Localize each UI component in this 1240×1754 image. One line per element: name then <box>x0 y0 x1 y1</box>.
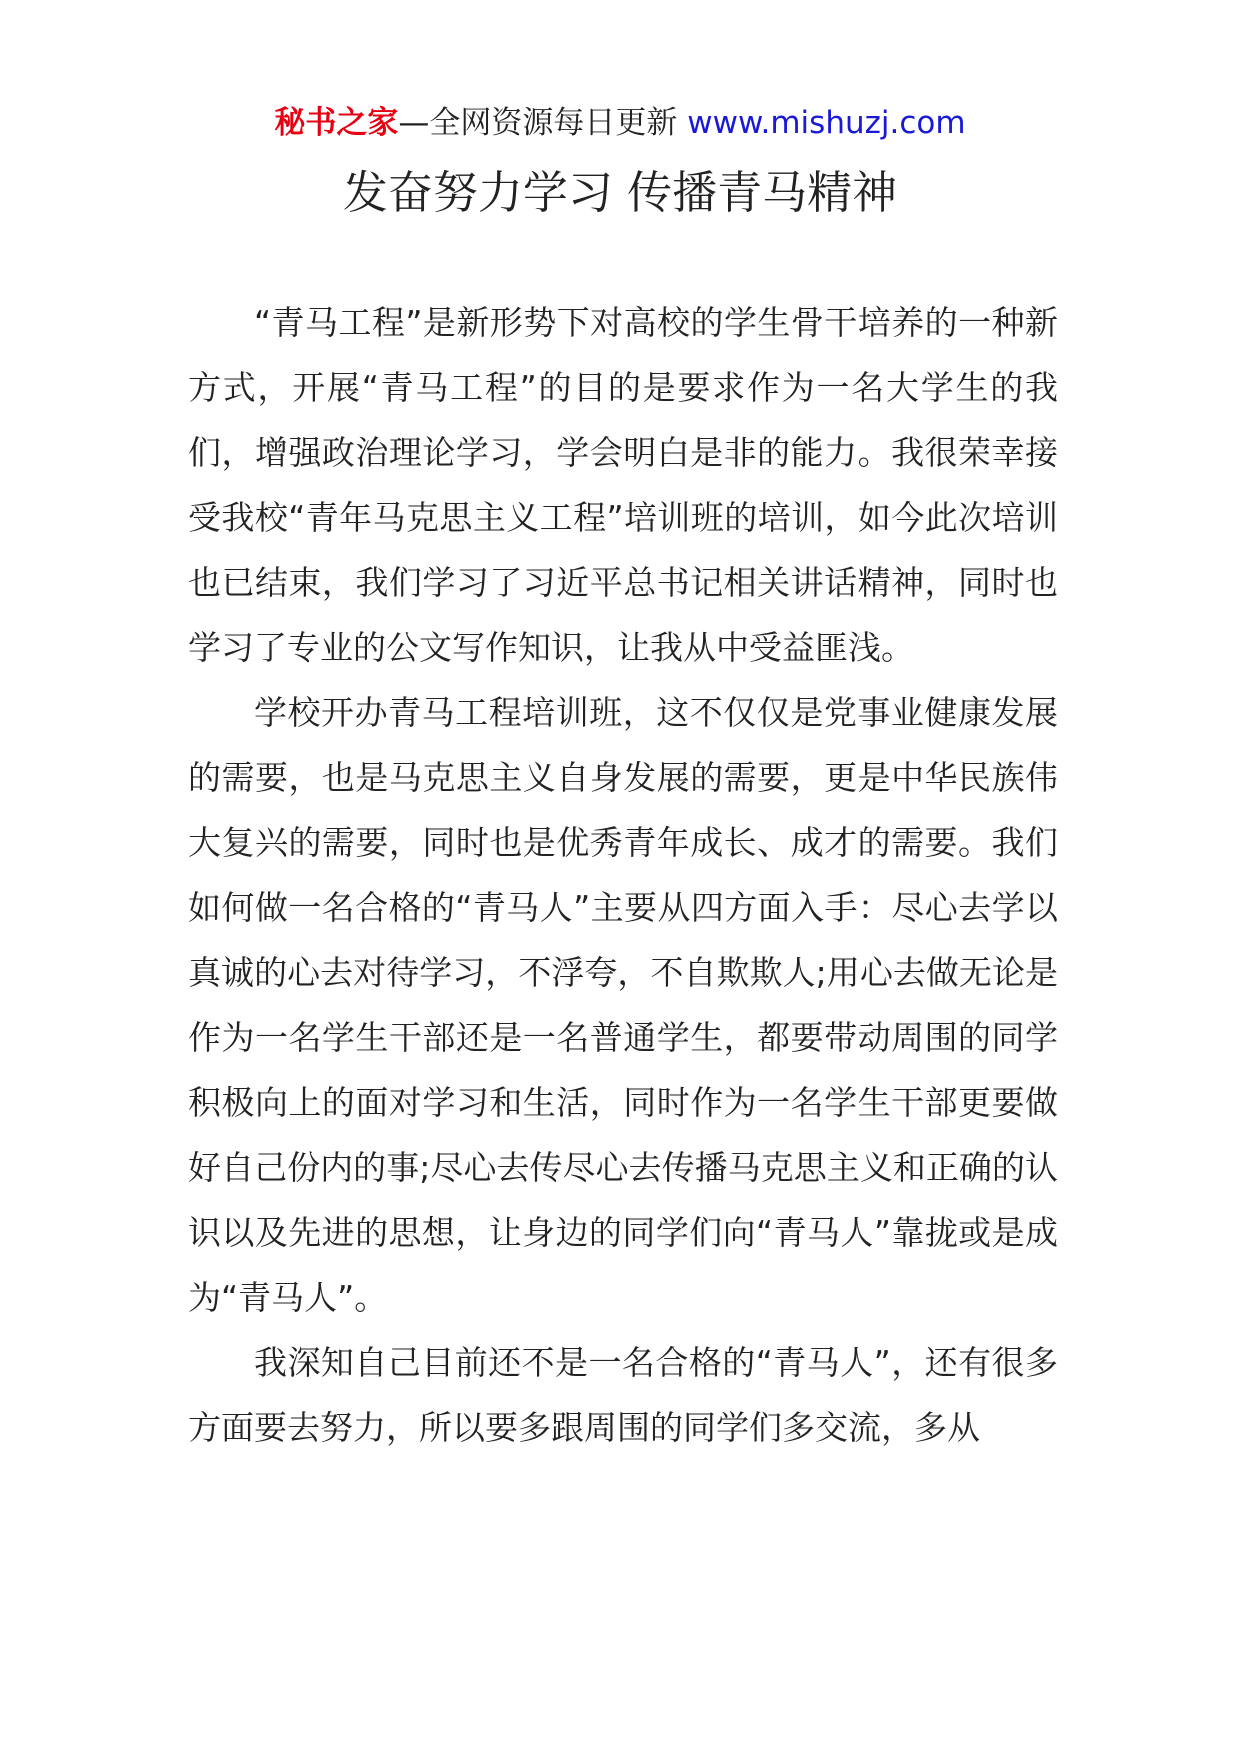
site-brand: 秘书之家 <box>274 105 399 141</box>
paragraph-2: 学校开办青马工程培训班，这不仅仅是党事业健康发展的需要，也是马克思主义自身发展的需要，更是中华民族伟大复兴的需要，同时也是优秀青年成长、成才的需要。我们如何做一名合格的“青马人”主要从四方面入手：尽心去学以真诚的心去对待学习，不浮夸，不自欺欺人;用心去做无论是作为一名学生干部还是一名普通学生，都要带动周围的同学积极向上的面对学习和生活，同时作为一名学生干部更要做好自己份内的事;尽心去传尽心去传播马克思主义和正确的认识以及先进的思想，让身边的同学们向“青马人”靠拢或是成为“青马人”。 <box>188 693 1058 1317</box>
paragraph-1: “青马工程”是新形势下对高校的学生骨干培养的一种新方式，开展“青马工程”的目的是要求作为一名大学生的我们，增强政治理论学习，学会明白是非的能力。我很荣幸接受我校“青年马克思主义工程”培训班的培训，如今此次培训也已结束，我们学习了习近平总书记相关讲话精神，同时也学习了专业的公文写作知识，让我从中受益匪浅。 <box>188 303 1058 667</box>
site-slogan: —全网资源每日更新 <box>398 105 688 141</box>
document-title: 发奋努力学习 传播青马精神 <box>342 166 898 219</box>
paragraph-3: 我深知自己目前还不是一名合格的“青马人”，还有很多方面要去努力，所以要多跟周围的同学们多交流，多从 <box>188 1343 1058 1447</box>
site-header <box>0 100 1240 146</box>
document-body <box>188 290 1058 1460</box>
site-url-link[interactable]: www.mishuzj.com <box>687 105 966 141</box>
